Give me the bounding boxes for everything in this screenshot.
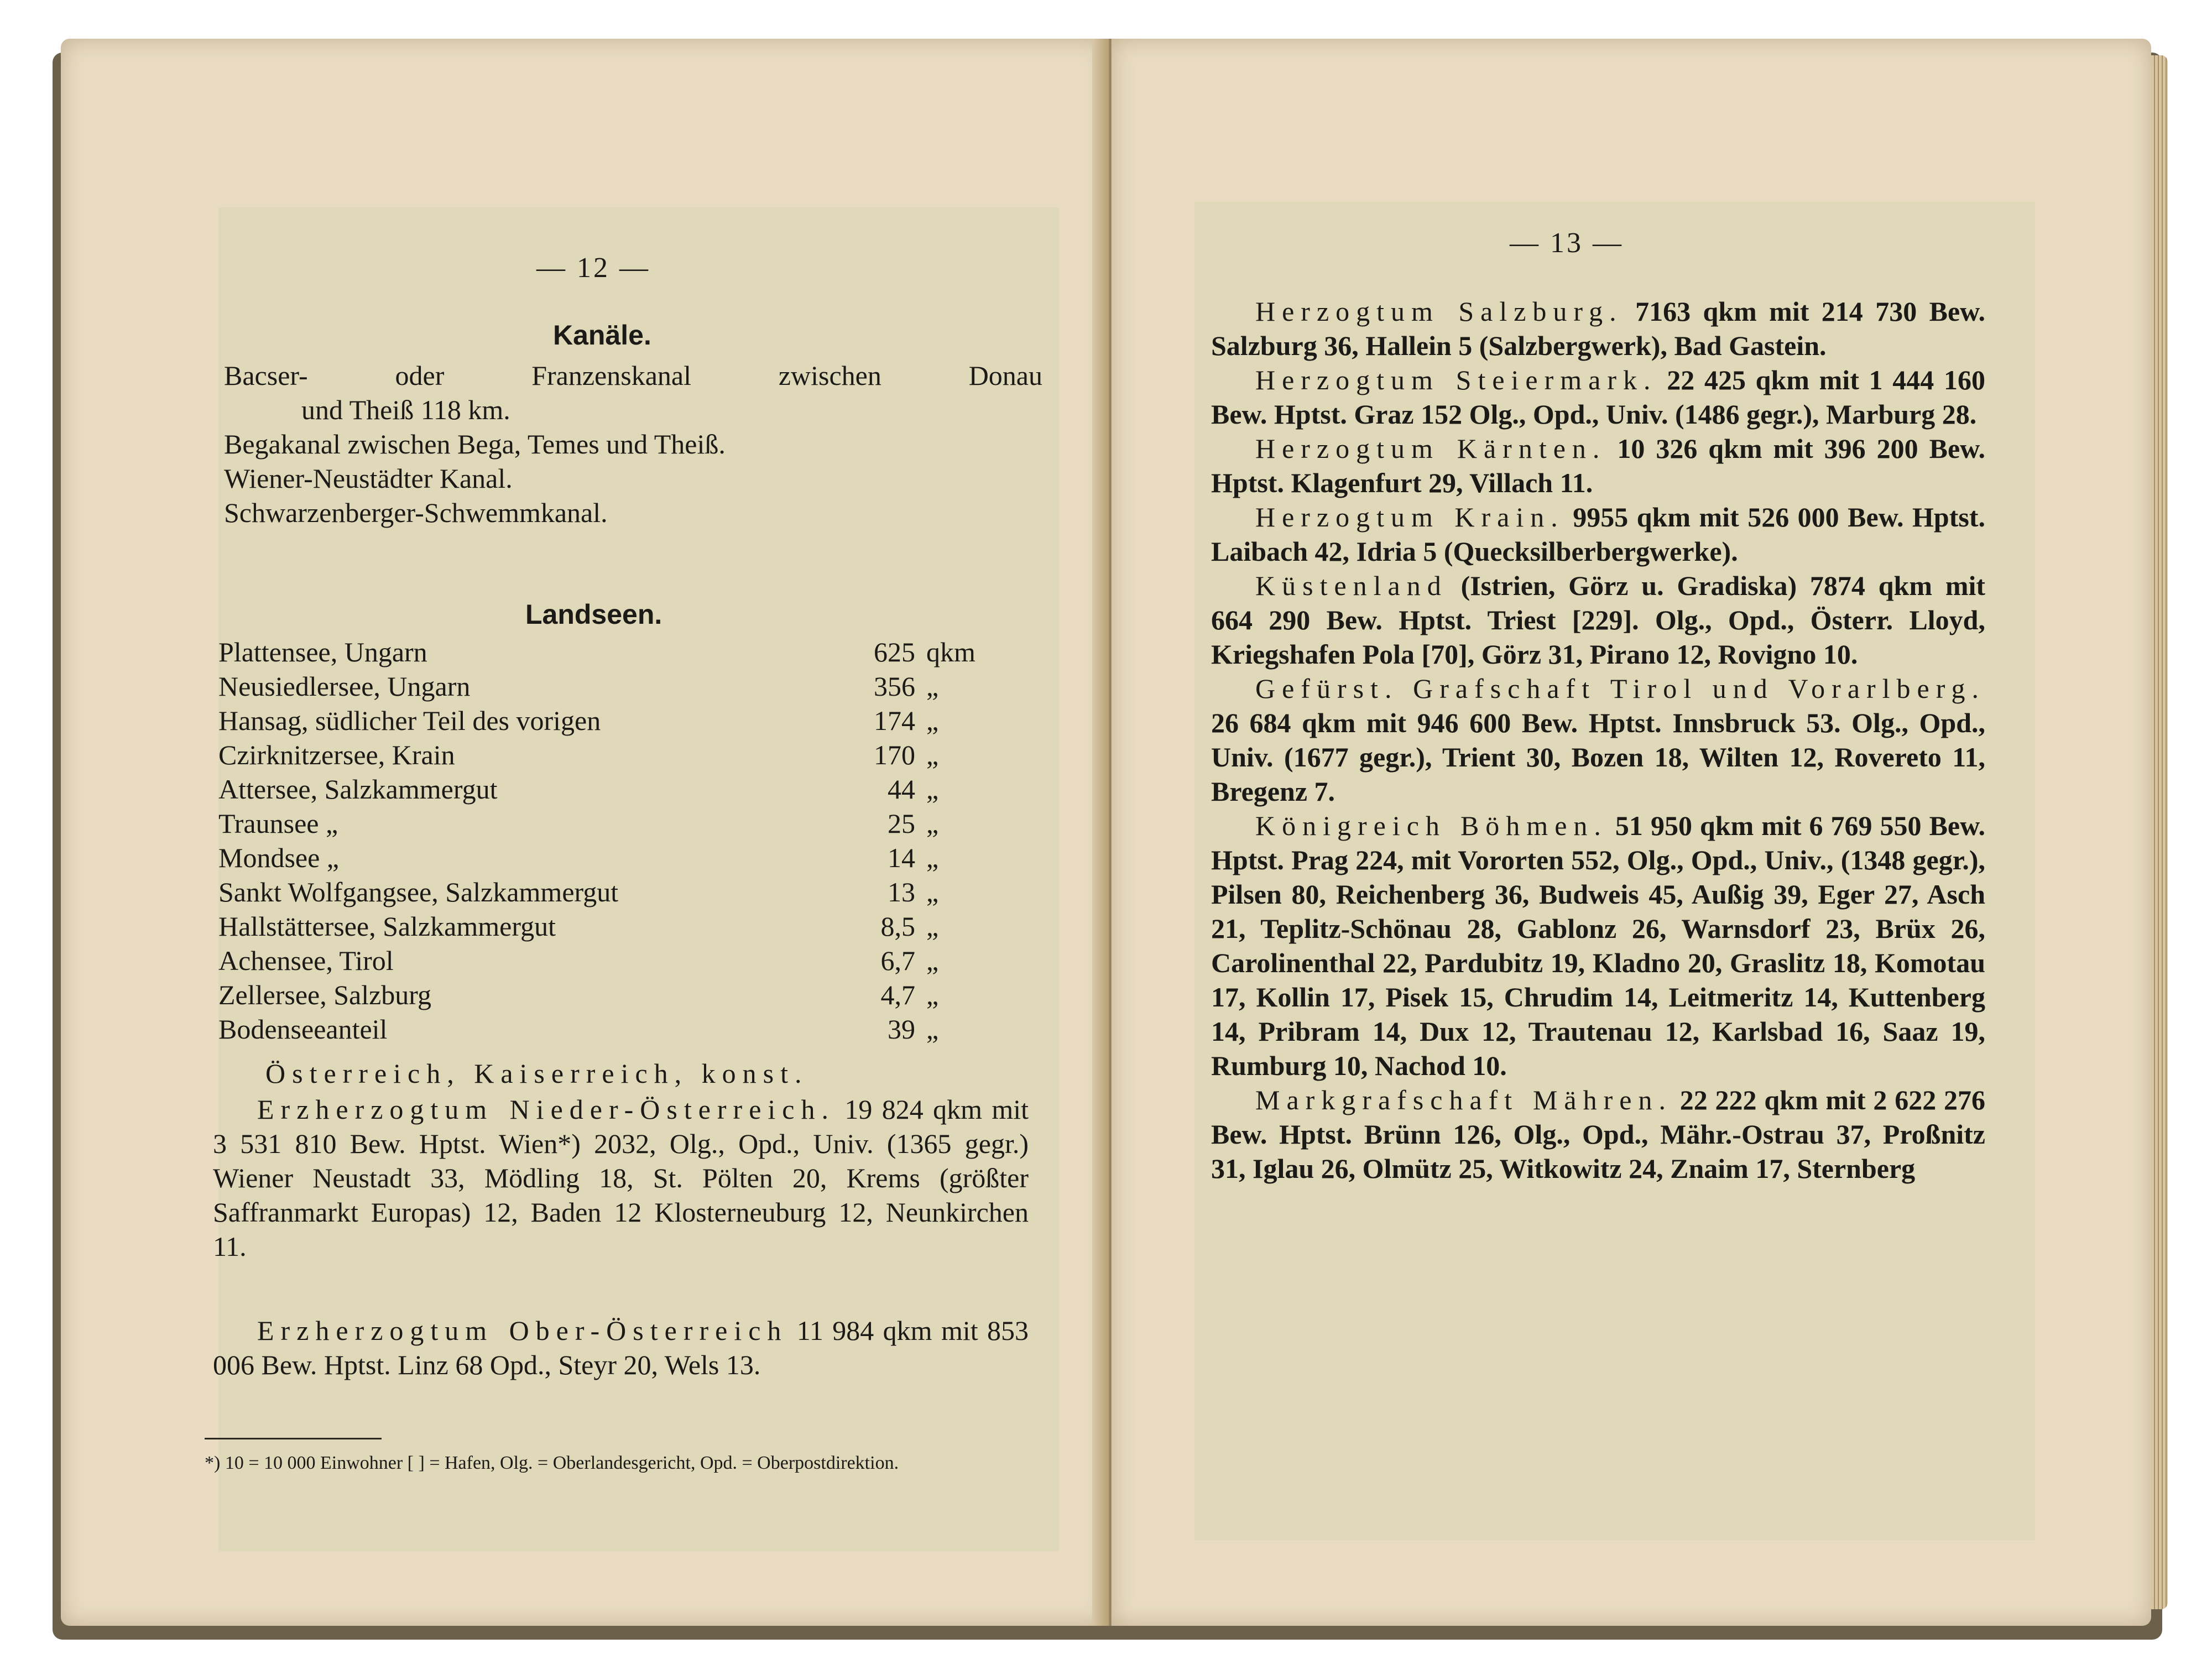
lake-value: 4,7 [880, 979, 915, 1010]
lake-name: Sankt Wolfgangsee, Salzkammergut [218, 877, 619, 907]
canal-item: Begakanal zwischen Bega, Temes und Theiß. [224, 429, 726, 460]
lake-unit: „ [926, 671, 939, 702]
entry-head: Gefürst. Grafschaft Tirol und Vorarlberg. [1255, 673, 1985, 704]
footnote-rule [205, 1438, 382, 1439]
ober-body: 11 984 qkm mit 853 006 Bew. Hptst. Linz 68 Opd., Steyr 20, Wels 13. [213, 1315, 1029, 1380]
lake-value: 170 [874, 739, 915, 770]
canals-list [224, 358, 1070, 530]
entry-head: Küstenland [1255, 570, 1448, 601]
lake-name: Hallstättersee, Salzkammergut [218, 911, 556, 942]
lake-name: Attersee, Salzkammergut [218, 774, 498, 805]
right-entry [1211, 671, 1985, 808]
lake-value: 356 [874, 671, 915, 702]
entry-body: 22 425 qkm mit 1 444 160 Bew. Hptst. Graz 152 Olg., Opd., Univ. (1486 gegr.), Marburg 28. [1211, 364, 1985, 430]
lake-row [218, 943, 1037, 978]
lakes-heading: Landseen. [525, 599, 662, 630]
lake-unit: „ [926, 877, 939, 907]
lake-value: 25 [888, 808, 915, 839]
canal-item-cont: und Theiß 118 km. [301, 394, 510, 425]
right-page-number: — 13 — [1510, 227, 1624, 259]
lake-row [218, 635, 1037, 669]
lake-row [218, 703, 1037, 738]
lake-name: Hansag, südlicher Teil des vorigen [218, 705, 601, 736]
lake-name: Czirknitzersee, Krain [218, 739, 455, 770]
lake-name: Traunsee „ [218, 808, 338, 839]
canal-item: Bacser- oder Franzenskanal zwischen Donau [224, 360, 1042, 391]
lake-unit: „ [926, 842, 939, 873]
canal-item: Schwarzenberger-Schwemmkanal. [224, 497, 608, 528]
austria-title: Österreich, Kaiserreich, konst. [265, 1058, 808, 1089]
lake-unit: „ [926, 945, 939, 976]
entry-head: Herzogtum Krain. [1255, 502, 1564, 533]
lake-name: Neusiedlersee, Ungarn [218, 671, 471, 702]
lake-row [218, 669, 1037, 703]
canals-heading: Kanäle. [553, 320, 651, 351]
lake-unit: „ [926, 739, 939, 770]
lake-row [218, 1012, 1037, 1046]
entry-head: Herzogtum Salzburg. [1255, 296, 1623, 327]
lake-name: Mondsee „ [218, 842, 339, 873]
lake-unit: „ [926, 808, 939, 839]
entry-head: Markgrafschaft Mähren. [1255, 1084, 1672, 1115]
lake-name: Bodenseeanteil [218, 1014, 388, 1045]
lake-value: 8,5 [880, 911, 915, 942]
lake-name: Achensee, Tirol [218, 945, 394, 976]
right-entry [1211, 808, 1985, 1083]
entry-body: 26 684 qkm mit 946 600 Bew. Hptst. Innsbruck 53. Olg., Opd., Univ. (1677 gegr.), Trient 30, Bozen 18, Wilten 12, Rovereto 11, Bregenz 7. [1211, 707, 1985, 807]
entry-body: 9955 qkm mit 526 000 Bew. Hptst. Laibach 42, Idria 5 (Quecksilberbergwerke). [1211, 502, 1986, 567]
lake-value: 174 [874, 705, 915, 736]
entry-body: 10 326 qkm mit 396 200 Bew. Hptst. Klagenfurt 29, Villach 11. [1211, 433, 1985, 498]
entry-body: 22 222 qkm mit 2 622 276 Bew. Hptst. Brünn 126, Olg., Opd., Mähr.-Ostrau 37, Proßnitz 31, Iglau 26, Olmütz 25, Witkowitz 24, Znaim 17, Sternberg [1211, 1084, 1985, 1184]
lake-value: 44 [888, 774, 915, 805]
right-entry [1211, 363, 1985, 431]
entry-head: Königreich Böhmen. [1255, 810, 1608, 841]
page-edges [2151, 55, 2168, 1609]
lake-unit: qkm [926, 637, 975, 667]
lake-row [218, 978, 1037, 1012]
nieder-head: Erzherzogtum Nieder-Österreich. [257, 1094, 835, 1125]
canal-item: Wiener-Neustädter Kanal. [224, 463, 513, 494]
ober-head: Erzherzogtum Ober-Österreich [257, 1315, 788, 1346]
lake-value: 13 [888, 877, 915, 907]
lake-unit: „ [926, 911, 939, 942]
lake-row [218, 772, 1037, 806]
lake-value: 14 [888, 842, 915, 873]
right-entry [1211, 431, 1985, 500]
entry-body: 51 950 qkm mit 6 769 550 Bew. Hptst. Prag 224, mit Vororten 552, Olg., Opd., Univ., (1348 gegr.), Pilsen 80, Reichenberg 36, Budweis 45, Außig 39, Eger 27, Asch 21, Teplitz-Schönau 28, Gablonz 26, Warnsdorf 23, Brüx 26, Carolinenthal 22, Pardubitz 19, Kladno 20, Graslitz 18, Komotau 17, Kollin 17, Pisek 15, Chrudim 14, Leitmeritz 14, Kuttenberg 14, Pribram 14, Dux 12, Trautenau 12, Karlsbad 16, Saaz 19, Rumburg 10, Nachod 10. [1211, 810, 1985, 1081]
right-entry [1211, 500, 1985, 568]
lake-name: Plattensee, Ungarn [218, 637, 427, 667]
entry-body: 7163 qkm mit 214 730 Bew. Salzburg 36, Hallein 5 (Salzbergwerk), Bad Gastein. [1211, 296, 1985, 361]
right-entry [1211, 568, 1985, 671]
lake-value: 625 [874, 637, 915, 667]
left-page [61, 39, 1106, 1626]
entry-head: Herzogtum Steiermark. [1255, 364, 1657, 395]
right-entry [1211, 294, 1985, 363]
lake-row [218, 841, 1037, 875]
nieder-oesterreich-entry [213, 1092, 1029, 1264]
nieder-body: 19 824 qkm mit 3 531 810 Bew. Hptst. Wien*) 2032, Olg., Opd., Univ. (1365 gegr.) Wiener Neustadt 33, Mödling 18, St. Pölten 20, Krems (größter Saffranmarkt Europas) 12, Baden 12 Klosterneuburg 12, Neunkirchen 11. [213, 1094, 1029, 1262]
lake-value: 6,7 [880, 945, 915, 976]
lake-unit: „ [926, 774, 939, 805]
ober-oesterreich-entry [213, 1313, 1029, 1382]
right-page-entries [1211, 294, 1985, 1186]
lake-row [218, 875, 1037, 909]
entry-head: Herzogtum Kärnten. [1255, 433, 1606, 464]
lake-row [218, 738, 1037, 772]
entry-body: (Istrien, Görz u. Gradiska) 7874 qkm mit 664 290 Bew. Hptst. Triest [229]. Olg., Opd., Österr. Lloyd, Kriegshafen Pola [70], Görz 31, Pirano 12, Rovigno 10. [1211, 570, 1986, 670]
left-page-number: — 12 — [536, 252, 650, 284]
right-entry [1211, 1083, 1985, 1186]
footnote: *) 10 = 10 000 Einwohner [ ] = Hafen, Olg. = Oberlandesgericht, Opd. = Oberpostdirektion. [205, 1453, 899, 1473]
lake-value: 39 [888, 1014, 915, 1045]
lake-row [218, 806, 1037, 841]
lake-unit: „ [926, 979, 939, 1010]
lakes-table [218, 635, 1048, 1055]
lake-name: Zellersee, Salzburg [218, 979, 432, 1010]
lake-unit: „ [926, 705, 939, 736]
lake-row [218, 909, 1037, 943]
lake-unit: „ [926, 1014, 939, 1045]
right-page [1112, 39, 2151, 1626]
